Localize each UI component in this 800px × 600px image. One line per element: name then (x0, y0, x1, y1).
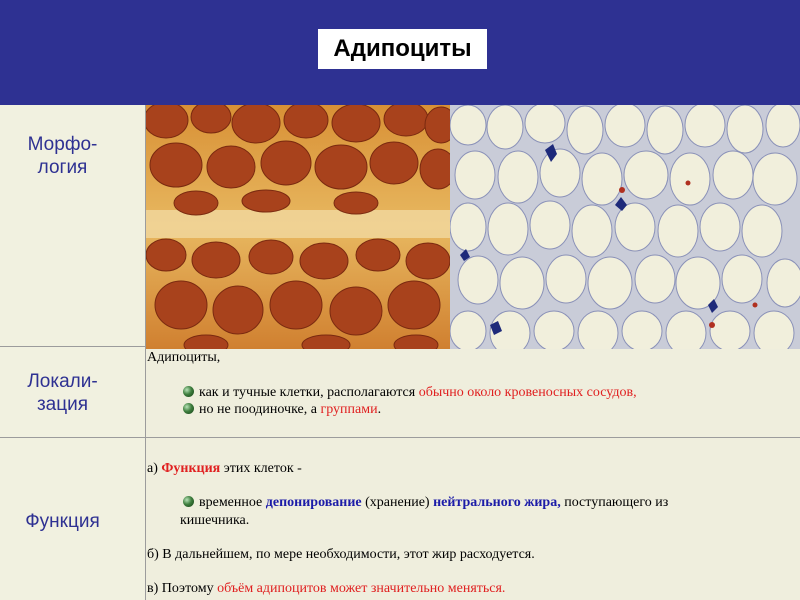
localization-intro: Адипоциты, (147, 350, 221, 365)
bullet-icon (183, 403, 194, 414)
page-title: Адипоциты (318, 29, 487, 69)
function-bullet-continuation: кишечника. (180, 513, 250, 528)
bullet-icon (183, 496, 194, 507)
function-bullet: временное депонирование (хранение) нейтрального жира, поступающего из (183, 494, 763, 511)
bullet-icon (183, 386, 194, 397)
localization-bullet-1: как и тучные клетки, располагаются обычно около кровеносных сосудов, (183, 384, 637, 401)
function-item-c: в) Поэтому объём адипоцитов может значительно меняться. (147, 581, 506, 596)
function-item-a: а) Функция этих клеток - (147, 461, 302, 476)
localization-bullet-2: но не поодиночке, а группами. (183, 401, 381, 418)
row-label-localization: Локали- зация (27, 371, 98, 415)
row-label-function: Функция (25, 511, 100, 532)
row-divider (0, 437, 800, 438)
row-label-morphology: Морфо- логия (27, 134, 98, 178)
function-item-b: б) В дальнейшем, по мере необходимости, этот жир расходуется. (147, 547, 535, 562)
micrograph-stained-adipocytes (146, 105, 450, 349)
micrograph-white-adipose-tissue (450, 105, 800, 349)
